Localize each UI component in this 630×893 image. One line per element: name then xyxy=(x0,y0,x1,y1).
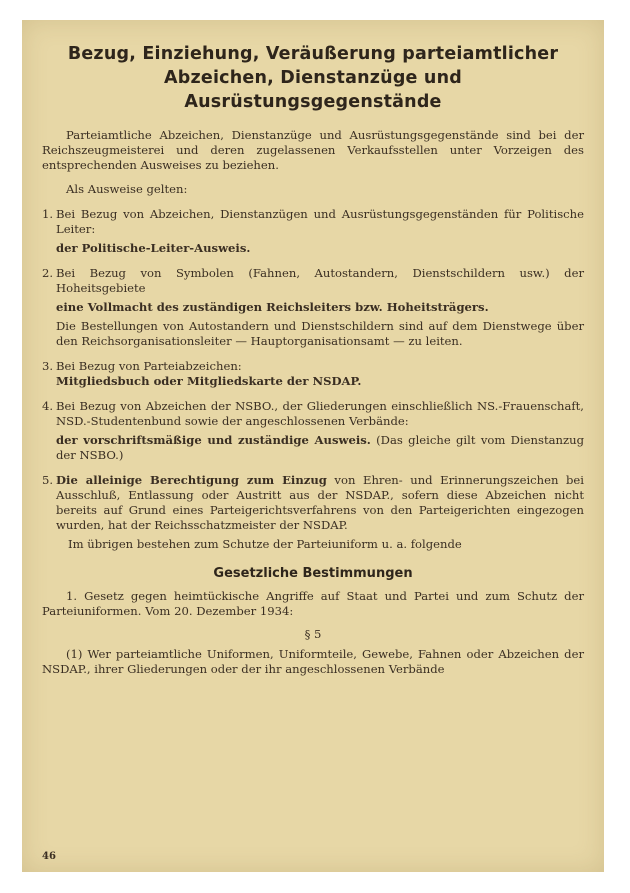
item-text: Bei Bezug von Parteiabzeichen: xyxy=(56,359,242,373)
item-text: Bei Bezug von Abzeichen, Dienstanzügen und Ausrüstungsgegenständen für Politische Leiter: xyxy=(56,207,584,236)
item-number: 1. xyxy=(42,207,54,221)
list-item-5 xyxy=(42,473,584,552)
item-bold-text: Mitgliedsbuch oder Mitgliedskarte der NSDAP. xyxy=(56,374,362,388)
item-text: Bei Bezug von Abzeichen der NSBO., der Gliederungen einschließlich NS.-Frauenschaft, NSD.-Studentenbund sowie der angeschlossenen Verbände: xyxy=(56,399,584,428)
law-intro: 1. Gesetz gegen heimtückische Angriffe auf Staat und Partei und zum Schutz der Parteiuniformen. Vom 20. Dezember 1934: xyxy=(42,589,584,618)
title-line-2: Abzeichen, Dienstanzüge und Ausrüstungsgegenstände xyxy=(164,68,462,112)
item-bold-text: eine Vollmacht des zuständigen Reichsleiters bzw. Hoheitsträgers. xyxy=(56,300,489,314)
item-after-bold-text: (Das gleiche gilt vom Dienstanzug der NSBO.) xyxy=(56,433,584,462)
item-bold-line xyxy=(56,473,584,533)
intro-paragraph: Parteiamtliche Abzeichen, Dienstanzüge und Ausrüstungsgegenstände sind bei der Reichszeugmeisterei und deren zugelassenen Verkaufsstellen unter Vorzeigen des entsprechenden Ausweises zu beziehen. xyxy=(42,128,584,172)
item-number: 3. xyxy=(42,359,54,373)
list-item-3 xyxy=(42,359,584,389)
item-number: 4. xyxy=(42,399,54,413)
item-bold-text: der Politische-Leiter-Ausweis. xyxy=(56,241,251,255)
page-number: 46 xyxy=(42,851,56,862)
section-heading: Gesetzliche Bestimmungen xyxy=(213,566,413,581)
law-text: (1) Wer parteiamtliche Uniformen, Uniformteile, Gewebe, Fahnen oder Abzeichen der NSDAP., ihrer Gliederungen oder der ihr angeschlossenen Verbände xyxy=(42,647,584,676)
item-extra-text: Die Bestellungen von Autostandern und Dienstschildern sind auf dem Dienstwege über den Reichsorganisationsleiter — Hauptorganisationsamt — zu leiten. xyxy=(56,319,584,348)
item-extra-text: Im übrigen bestehen zum Schutze der Parteiuniform u. a. folgende xyxy=(68,537,462,551)
item-number: 5. xyxy=(42,473,54,487)
item-after-bold-text: von Ehren- und Erinnerungszeichen bei Ausschluß, Entlassung oder Austritt aus der NSDAP., sofern diese Abzeichen nicht bereits auf Grund eines Parteigerichtsverfahrens von den Parteigerichten eingezogen wurden, hat der Reichsschatzmeister der NSDAP. xyxy=(56,473,584,532)
item-number: 2. xyxy=(42,266,54,280)
paragraph-sign: § 5 xyxy=(304,627,322,641)
list-item-2 xyxy=(42,266,584,349)
page-title xyxy=(42,42,584,114)
item-bold-text: der vorschriftsmäßige und zuständige Ausweis. xyxy=(56,433,371,447)
title-line-1: Bezug, Einziehung, Veräußerung parteiamtlicher xyxy=(67,44,559,64)
list-item-1 xyxy=(42,207,584,256)
document-page xyxy=(22,20,604,872)
item-bold-text: Die alleinige Berechtigung zum Einzug xyxy=(56,473,327,487)
item-bold-line xyxy=(56,433,584,463)
item-text: Bei Bezug von Symbolen (Fahnen, Autostandern, Dienstschildern usw.) der Hoheitsgebiete xyxy=(56,266,584,295)
list-item-4 xyxy=(42,399,584,463)
ausweise-intro: Als Ausweise gelten: xyxy=(66,182,188,196)
